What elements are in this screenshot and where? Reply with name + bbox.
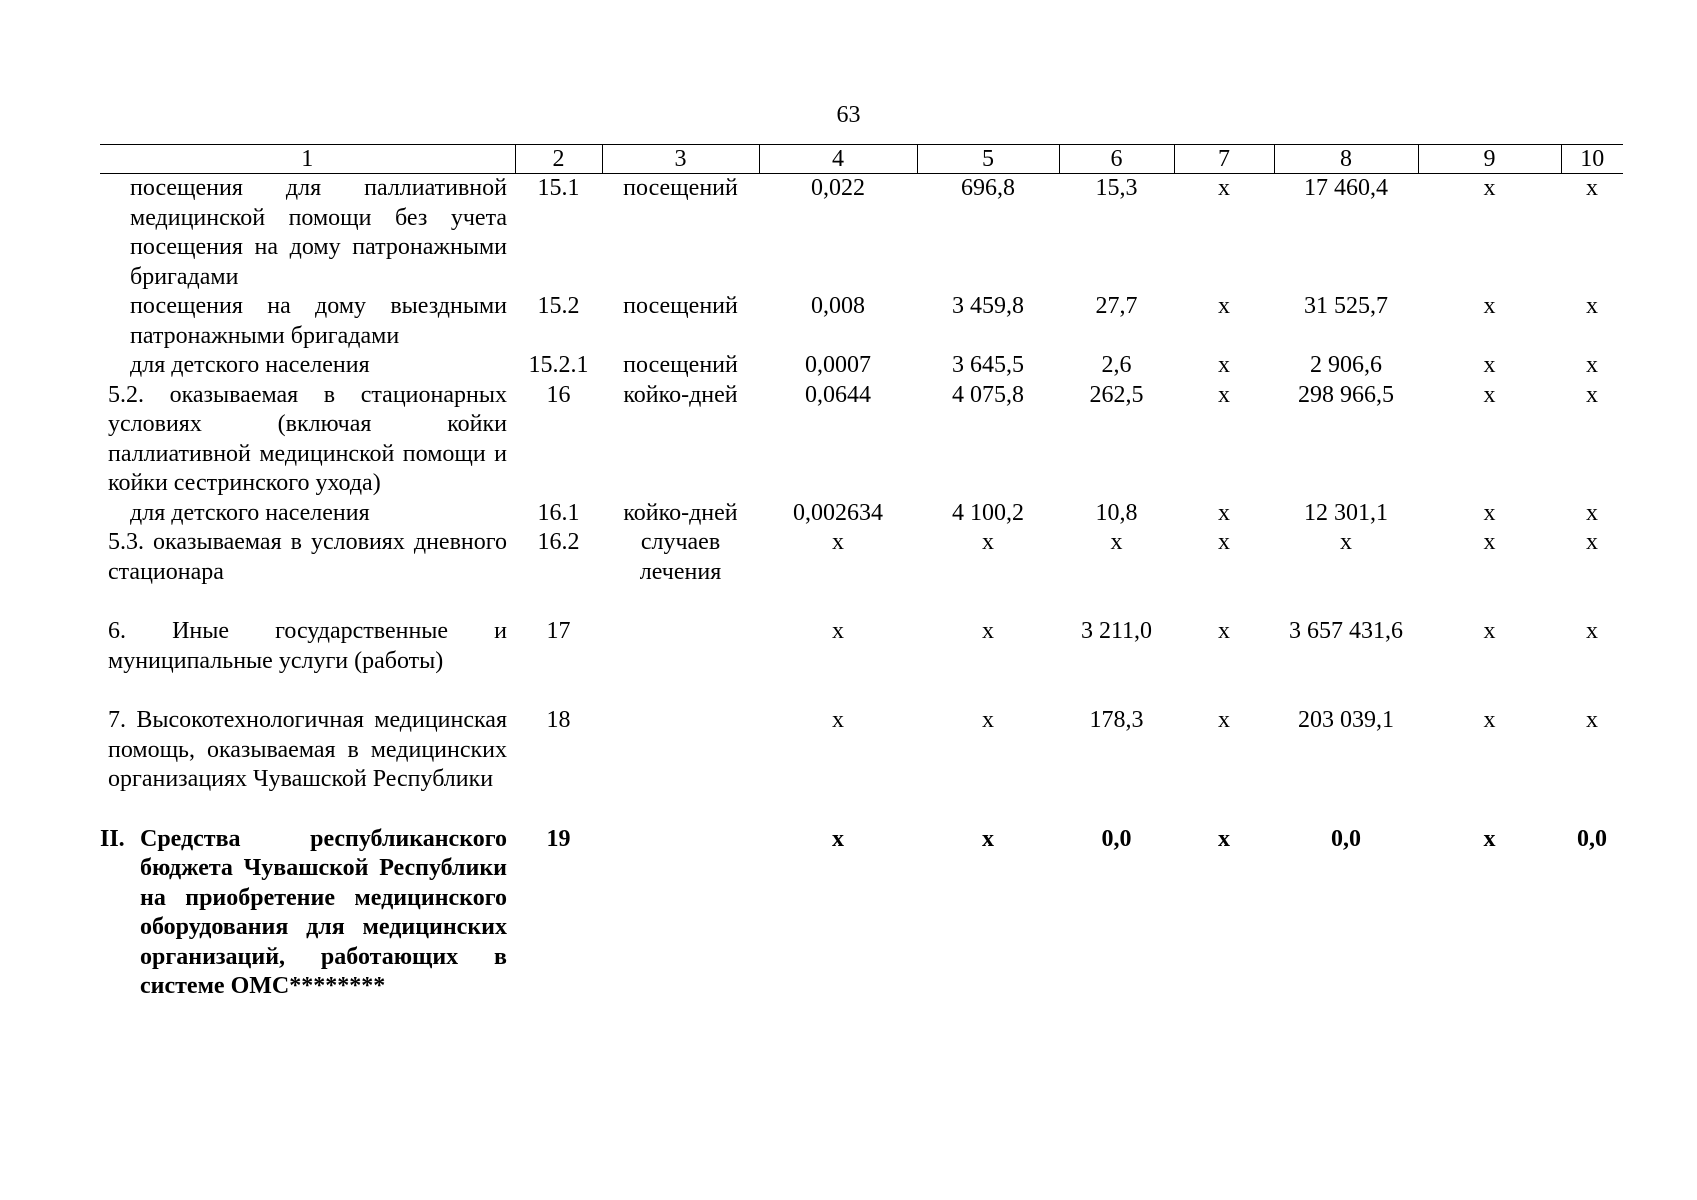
table-cell: х bbox=[1340, 529, 1352, 555]
column-header: 1 bbox=[100, 145, 515, 174]
table-cell: 0,0007 bbox=[805, 352, 871, 378]
table-row-section-ii bbox=[100, 825, 1623, 1002]
table-cell: 16.1 bbox=[537, 499, 580, 526]
table-cell: х bbox=[1483, 293, 1496, 319]
table-cell: 15.2 bbox=[537, 293, 580, 319]
column-header: 10 bbox=[1561, 145, 1623, 174]
section-title: Средства республиканского бюджета Чувашской Республики на приобретение медицинского оборудования для медицинских организаций, работающих в системе ОМС******** bbox=[140, 825, 507, 999]
table-cell: посещений bbox=[623, 175, 738, 201]
column-header: 5 bbox=[917, 145, 1059, 174]
table-cell: 262,5 bbox=[1089, 381, 1144, 408]
table-cell: х bbox=[1218, 707, 1230, 733]
table-cell: посещений bbox=[623, 293, 738, 319]
row-name: 7. Высокотехнологичная медицинская помощь, оказываемая в медицинских организациях Чувашской Республики bbox=[108, 707, 507, 792]
table-cell: 16 bbox=[546, 381, 571, 408]
table-cell: 18 bbox=[546, 707, 571, 733]
table-cell: 0,008 bbox=[811, 293, 865, 319]
table-cell: х bbox=[1483, 381, 1496, 408]
table-cell: х bbox=[1218, 825, 1230, 852]
table-cell: х bbox=[1586, 352, 1598, 378]
table-cell: койко-дней bbox=[623, 381, 738, 408]
row-name: посещения для паллиативной медицинской помощи без учета посещения на дому патронажными бригадами bbox=[130, 175, 507, 290]
table-cell: х bbox=[1218, 293, 1230, 319]
table-cell: 10,8 bbox=[1095, 499, 1138, 526]
row-name: посещения на дому выездными патронажными бригадами bbox=[130, 293, 507, 349]
table-cell: 0,0 bbox=[1331, 825, 1361, 852]
table-cell: х bbox=[832, 825, 844, 852]
column-header: 7 bbox=[1174, 145, 1274, 174]
table-cell bbox=[602, 706, 759, 825]
table-cell: х bbox=[1110, 529, 1123, 555]
table-cell: 4 075,8 bbox=[952, 381, 1024, 408]
table-cell: х bbox=[832, 529, 844, 555]
column-header: 3 bbox=[602, 145, 759, 174]
table-cell: 3 211,0 bbox=[1080, 618, 1153, 644]
row-name: для детского населения bbox=[130, 499, 370, 526]
row-name: 5.2. оказываемая в стационарных условиях (включая койки паллиативной медицинской помощи и койки сестринского ухода) bbox=[108, 381, 507, 496]
table-cell: х bbox=[1586, 529, 1598, 555]
row-name: для детского населения bbox=[130, 352, 370, 378]
table-row bbox=[100, 174, 1623, 293]
table-cell: 2,6 bbox=[1101, 352, 1132, 378]
table-cell: 3 645,5 bbox=[952, 352, 1024, 378]
column-header: 8 bbox=[1274, 145, 1418, 174]
table-cell: х bbox=[982, 707, 994, 733]
column-header: 4 bbox=[759, 145, 917, 174]
section-numeral: II. bbox=[100, 825, 125, 852]
section-heading bbox=[100, 825, 507, 1002]
table-cell: 0,0644 bbox=[805, 381, 871, 408]
table-cell: 31 525,7 bbox=[1304, 293, 1388, 319]
table-cell: х bbox=[1483, 529, 1496, 555]
table-cell: х bbox=[1586, 381, 1598, 408]
row-name: 5.3. оказываемая в условиях дневного стационара bbox=[108, 529, 507, 585]
table-cell: 15,3 bbox=[1095, 175, 1138, 201]
table-cell: 27,7 bbox=[1095, 293, 1138, 319]
table-cell: х bbox=[1483, 707, 1496, 733]
column-header: 9 bbox=[1418, 145, 1561, 174]
table-cell: х bbox=[1483, 825, 1496, 852]
table-cell: х bbox=[1218, 618, 1230, 644]
table-row bbox=[100, 617, 1623, 706]
table-cell: 17 460,4 bbox=[1304, 175, 1388, 201]
table-cell: х bbox=[1586, 175, 1598, 201]
table-cell: 203 039,1 bbox=[1298, 707, 1394, 733]
table-cell: х bbox=[1483, 352, 1496, 378]
table-cell: 15.1 bbox=[537, 175, 580, 201]
header-row bbox=[100, 145, 1623, 174]
column-header: 6 bbox=[1059, 145, 1174, 174]
table-cell: 3 657 431,6 bbox=[1289, 618, 1403, 644]
table-cell: койко-дней bbox=[623, 499, 738, 526]
table-cell: х bbox=[1586, 293, 1598, 319]
table-cell bbox=[602, 617, 759, 706]
column-header: 2 bbox=[515, 145, 602, 174]
table-cell: 12 301,1 bbox=[1304, 499, 1388, 526]
table-cell: х bbox=[832, 618, 844, 644]
table-cell: х bbox=[982, 825, 994, 852]
table-cell: х bbox=[1218, 352, 1230, 378]
data-table bbox=[100, 144, 1623, 1002]
row-name: 6. Иные государственные и муниципальные услуги (работы) bbox=[108, 618, 507, 674]
table-cell: 15.2.1 bbox=[528, 352, 589, 378]
table-row bbox=[100, 292, 1623, 351]
table-cell: 0,0 bbox=[1577, 825, 1607, 852]
table-cell: х bbox=[982, 529, 994, 555]
table-cell: 696,8 bbox=[961, 175, 1015, 201]
table-cell: х bbox=[1218, 381, 1230, 408]
table-cell: х bbox=[1483, 499, 1496, 526]
table-cell: 298 966,5 bbox=[1298, 381, 1394, 408]
table-row bbox=[100, 381, 1623, 499]
table-cell: 19 bbox=[546, 825, 571, 852]
table-row bbox=[100, 351, 1623, 381]
table-row bbox=[100, 499, 1623, 529]
table-row bbox=[100, 706, 1623, 825]
table-row bbox=[100, 528, 1623, 617]
table-cell: 4 100,2 bbox=[952, 499, 1024, 526]
table-cell: х bbox=[832, 707, 844, 733]
table-cell: х bbox=[982, 618, 994, 644]
table-cell: 0,002634 bbox=[793, 499, 883, 526]
table-cell: 17 bbox=[546, 618, 571, 644]
table-cell: 0,022 bbox=[811, 175, 865, 201]
table-cell: х bbox=[1218, 499, 1230, 526]
table-cell: х bbox=[1586, 707, 1598, 733]
table-cell: х bbox=[1483, 175, 1496, 201]
table-cell: случаев лечения bbox=[639, 529, 722, 585]
table-cell: 178,3 bbox=[1089, 707, 1144, 733]
table-cell: посещений bbox=[623, 352, 738, 378]
table-cell: х bbox=[1586, 499, 1598, 526]
table-cell: 0,0 bbox=[1101, 825, 1132, 852]
table-cell: х bbox=[1586, 618, 1598, 644]
table-cell: х bbox=[1483, 618, 1496, 644]
table-cell bbox=[602, 825, 759, 1002]
table-cell: 2 906,6 bbox=[1310, 352, 1382, 378]
table-cell: х bbox=[1218, 175, 1230, 201]
table-cell: х bbox=[1218, 529, 1230, 555]
page-number: 63 bbox=[836, 102, 861, 128]
table-cell: 3 459,8 bbox=[952, 293, 1024, 319]
table-cell: 16.2 bbox=[537, 529, 580, 555]
